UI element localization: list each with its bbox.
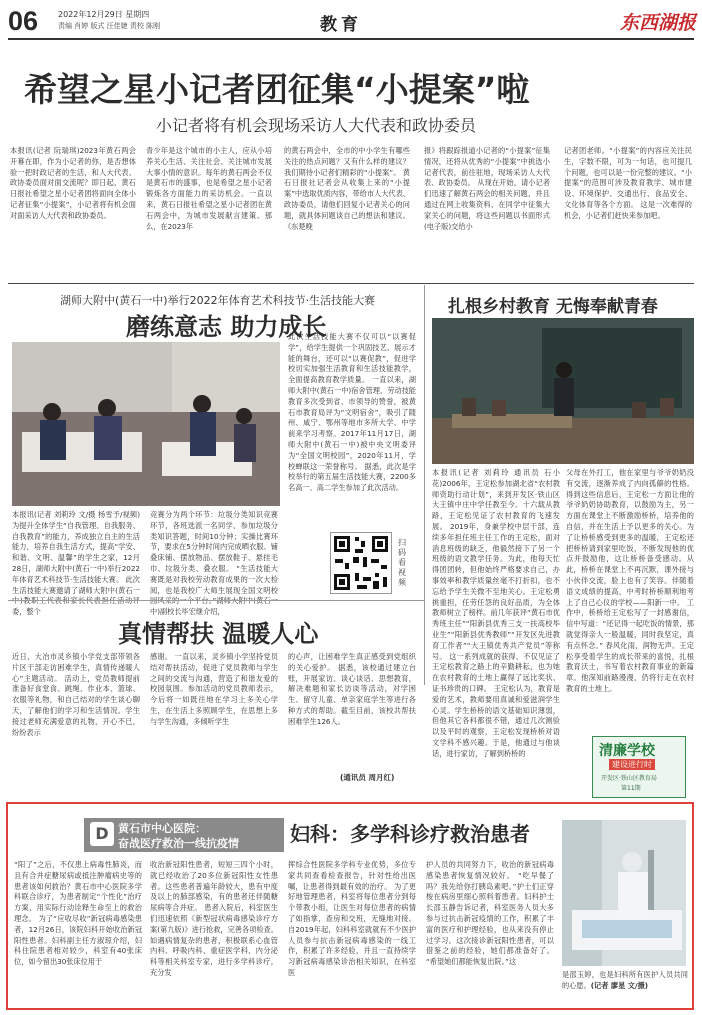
badge-issue: 第11期: [621, 785, 641, 792]
photo-caption-text: 是邵玉婷，也是妇科所有医护人员共同的心愿。: [562, 970, 688, 990]
sports-headline: 磨练意志 助力成长: [126, 313, 327, 341]
sports-vertical-divider: [424, 285, 425, 685]
hospital-col-2: 收治新冠阳性患者，短短三四个小时，就已经收治了20多位新冠阳性女性患者。这些患者普遍年龄较大，患有中度及以上的肺部感染，有的患者还伴随糖尿病等合并症。 患者入院后，科室医生们迅速依照《新型冠状病毒感染诊疗方案(第九版)》进行抢救，完善各项检查。如遇病情复杂的患者，积极联系心血管内科、呼吸内科、重症医学科、内分泌科等相关科室专家，进行多学科诊疗，充分发: [150, 860, 278, 977]
hospital-logo-icon: D: [90, 822, 114, 846]
masthead-rule: [8, 38, 694, 40]
teacher-photo: [432, 318, 694, 464]
lead-headline: 希望之星小记者团征集“小提案”啦: [24, 70, 530, 109]
hospital-headline: 妇科：多学科诊疗救治患者: [290, 822, 530, 846]
sports-col-2: 竞赛分为两个环节：垃圾分类知识竞赛环节，各班选派一名同学，参加垃圾分类知识答题，时间10分钟；实操比赛环节，要求在5分钟时间内完成晒衣服、铺叠床铺、摆放物品、摆放鞋子、悬挂毛巾、垃圾分类、叠衣服。 “生活技能大赛既是对我校劳动教育成果的一次大检阅，也是我校广大师生展现全国文明校 中)副校长毕宏继介绍，: [150, 510, 278, 617]
help-col-2: 感谢。 一直以来，灵乡镇小学坚持党员结对帮扶活动，促进了党员教师与学生之间的交流与沟通，营造了和谐友爱的校园氛围。参加活动的党员教师表示，今后将一如既往地在学习上多关心学生，在生活上多照顾学生，在思想上多与学生沟通，多倾听学生: [150, 652, 278, 726]
teacher-col-2: 父母在外打工，他在家里与爷爷奶奶没有交流，逐渐养成了内向孤僻的性格。 得到这些信息后，王定松一方面让他的爷爷奶奶协助教育，以鼓励为主，另一方面在课堂上不断激励桥桥，培养他的自信，并在生活上予以更多的关心。为了让桥桥感受到更多的温暖，王定松还把桥桥请到家里吃饭，不断发现他的优点并鼓励他，这让桥桥备受感动。从此，桥桥在课堂上不再沉默，课外接与小伙伴交流，脸上也有了笑容。伴随着语文成绩的提高，中考时桥桥顺利地考上了自己心仪的学校——阳新一中。 工作中，桥桥给王定松写了一封感谢信，信中写道：“还记得一起吃饭的情景，那就觉得亲人一般温暖，同时我坚定，真有点怀念。” 春风化雨，润物无声。王定松享受着学生的成长带来的喜悦，扎根教育沃土，书写着农村教育事业的新篇章。他深知前路漫漫，仍将行走在农村教育的土地上。: [566, 468, 694, 693]
help-headline: 真情帮扶 温暖人心: [118, 620, 319, 648]
qr-caption: 扫码看视频: [398, 538, 406, 587]
editors-line: 责编 肖婷 版式 汪佳婕 责校 陈刚: [58, 22, 161, 30]
sports-col-1: 本报讯(记者 刘莉玲 文/摄 杨雪予/视频)为提升全体学生“自我管理、自我服务、自我教育”的能力，养成独立自主的生活能力，培养自我生活方式，提高“学安、和谐、文明、温馨”的学生之家，12月28日，湖师大附中(黄石一中)举行2022年体育艺术科技节·生活技能大赛。 此次生活技能大赛邀请了湖师大附中(黄石一 委，整个: [12, 510, 140, 617]
section-title: 教育: [320, 15, 362, 35]
hospital-col-4: 护人员的共同努力下，收治的新冠病毒感染患者恢复情况较好。 “吃早餐了吗？我先给你打胰岛素吧。”护士们正穿梭在病房里细心照料着患者。妇科护士长邵玉静告诉记者，科室医务人员大多参与过抗击新冠疫情的工作，积累了丰富的医疗和护理经验，也从来没有停止过学习。这次接诊新冠阳性患者，可以借鉴之前的经验，她们都准备好了。 “希望她们都能恢复出院。”这: [426, 860, 554, 967]
hospital-photo: [562, 820, 686, 966]
lead-divider: [8, 283, 694, 284]
help-col-1: 近日，大冶市灵乡镇小学党支部带领各片区干部走访困难学生，真情传递暖人心”主题活动。 活动上，党员教师提前准备好食堂食、跳绳、作业本、篮球、衣服等礼物，和自己结对的学生谈心聊天，了解他们的学习和生活情况。学生接过老师充满爱意的礼物，开心不已，纷纷表示: [12, 652, 140, 737]
lead-subheadline: 小记者将有机会现场采访人大代表和政协委员: [156, 116, 477, 135]
paper-logo: 东西湖报: [620, 12, 697, 34]
help-col-3: 的心声，让困难学生真正感受到党组织的关心爱护。 据悉，该校通过建立台账，开展家访、谈心谈话、思想教育，解决难题和家长访谈等活动，对学困生、留守儿童、单亲家庭学生等进行各种方式的帮助。截至目前，该校共帮扶困难学生126人。: [288, 652, 416, 726]
issue-date: 2022年12月29日 星期四: [58, 10, 150, 19]
help-byline: (通讯员 周月红): [340, 773, 395, 782]
clean-school-badge: [592, 736, 686, 798]
hospital-sidebar-title-2: 奋战医疗救治一线抗疫情: [118, 837, 239, 850]
qr-code[interactable]: [330, 532, 392, 594]
lead-col-1: 本报讯(记者 阮瑞琪)2023年黄石两会开幕在即，作为小记者的你，是否想体验一把时政记者的生活，和人大代表、政协委员面对面交流呢？即日起，黄石日报社希望之星小记者团将面向全体小记者征集“小提案”，小记者将有机会面对面采访人大代表和政协委员。: [10, 146, 136, 220]
hospital-col-3: 挥综合性医院多学科专业优势，多位专家共同查看检查报告，针对性给出医嘱，让患者得到最有效的治疗。 为了更好地管理患者，科室将每位患者分到每个带教小组，让医生对每位患者的病情了如指掌，查房和交班，无缝地对接。 自2019年起，妇科科室就就有不少医护人员参与抗击新冠病毒感染的一线工作，积累了许多经验，并且一直持续学习新冠病毒感染诊治相关知识，在科室医: [288, 860, 416, 977]
lead-col-4: 报》将跟踪报道小记者的“小提案”征集情况，还将从优秀的“小提案”中挑选小记者代表，前往驻地，现场采访人大代表、政协委员。 从现在开始，请小记者们迅速了解黄石两会的相关问题，并且通过在网上收集资料、在同学中征集大家关心的问题，将这些问题以书面形式(电子版)交给小: [424, 146, 550, 231]
hospital-photo-caption: [562, 970, 688, 1004]
teacher-col-1: 本报讯(记者 刘莉玲 通讯员 石小花)2006年，王定松参加湖北省“农村教师资助行动计划”，来到开发区·铁山区大王镇中庄中学任教至今。十六载从教路，王定松见证了农村教育的飞速发展。 2019年，身兼学校中层干部，连续多年担任班主任工作的王定松，面对消息班级的缺乏，他毅然接下了另一个班级的语文教学任务。为此，他每天忙得团团转，但他始终严格要求自己，办事效率和教学质量丝毫不打折扣，也不忘给予学生关微不至地关心。王定松勇挑重担，任劳任怨的良好品质，为全体教师树立了榜样。前几年获评“黄石市优秀班主任”“阳新县优秀三支一扶高校毕业生”“阳新县优秀教师”“开发区先进教育工作者”“大王镇优秀共产党员”等称号。 这一系列成就的获得，不仅见证了王定松教育之路上的辛勤耕耘，也为她在农村教育的土地上赢得了远比奖状、证书珍贵的口碑。 王定松认为，教育是爱的艺术，教师要用真诚和爱滋润学生心灵。学生桥桥的语文基础知识薄弱，但他其它各科都很不错，通过几次测验以及平时的观察，王定松发现桥桥对语文学科不感兴趣。于是，他通过与他谈话，进行家访，了解到桥桥的: [432, 468, 560, 758]
page-number: 06: [8, 6, 39, 36]
help-top-divider: [8, 600, 424, 601]
hospital-sidebar-title-1: 黄石市中心医院：: [118, 822, 206, 835]
lead-col-2: 青少年是这个城市的小主人，应从小培养关心生活、关注社会、关注城市发展大事小情的意识。每年的黄石两会不仅是黄石市的盛事，也是希望之星小记者锻炼各方面能力的采访机会。一直以来，黄石日报社希望之星小记者团在黄石两会中，为城市发展献言建策。那么，在2023年: [146, 146, 272, 231]
photo-byline: (记者 廖星 文/摄): [590, 980, 649, 990]
lead-col-3: 的黄石两会中，全市的中小学生有哪些关注的热点问题？又有什么样的建议？我们期待小记者们精彩的“小提案”。 黄石日报社记者会从收集上来的“小提案”中选取优质内容，带给市人大代表、政协委员，请他们回复小记者关心的问题，就具体问题谈自己的想法和建议。《东楚晚: [284, 146, 410, 231]
sports-col-3: 此次生活技能大赛不仅可以“以赛促学”，给学生提供一个巩固技艺、展示才能的舞台，还可以“以赛促教”，促进学校切实加强生活教育和生活技能教学，全面提高教育教学质量。 一直以来，湖师大附中(黄石一中)宿舍管理、劳动技能教育多次受到省、市领导的赞誉，被黄石市教育局评为“文明宿舍”，吸引了随州、咸宁、鄂州等地市多所大学、中学前来学习考察。2017年11月17日，湖师大附中(黄石一中)被中央文明委评为“全国文明校园”，2020年11月，学校蝉联这一荣誉称号。 据悉，此次是学校举行的第五届生活技能大赛，2200多名高一、高二学生参加了此次活动。: [288, 332, 416, 493]
sports-kicker: 湖师大附中(黄石一中)举行2022年体育艺术科技节·生活技能大赛: [60, 294, 376, 307]
sports-photo: [12, 342, 280, 506]
hospital-col-1: “阳了”之后，不仅患上病毒性肺炎，而且有合并症糖尿病或抵注肿瘤病史等的患者该如何救治？黄石市中心医院多学科联合诊疗，为患者制定“个性化”治疗方案，用实际行动诠释生命至上的救治理念。 为了“应收尽收”新冠病毒感染患者，12月26日，该院妇科开始收治新冠阳性患者。妇科副主任方淑琼介绍，妇科住院患者相对较少，科室有40张床位，如今留出30张床位用于: [14, 860, 142, 967]
lead-col-5: 记者团老师。“小提案”的内容应关注民生，字数不限，可为一句话，也可提几个问题，也可以是一份完整的建议。“小提案”的范围可涉及教育教学、城市建设、环境保护、交通出行、食品安全、文化体育等各个方面。 这是一次难得的机会，小记者们赶快来参加吧。: [564, 146, 692, 220]
badge-title: 清廉学校: [599, 743, 655, 759]
badge-footer: 开发区·铁山区教育局: [601, 775, 657, 782]
badge-subtitle: 建设进行时: [609, 759, 655, 770]
teacher-headline: 扎根乡村教育 无悔奉献青春: [448, 297, 658, 317]
